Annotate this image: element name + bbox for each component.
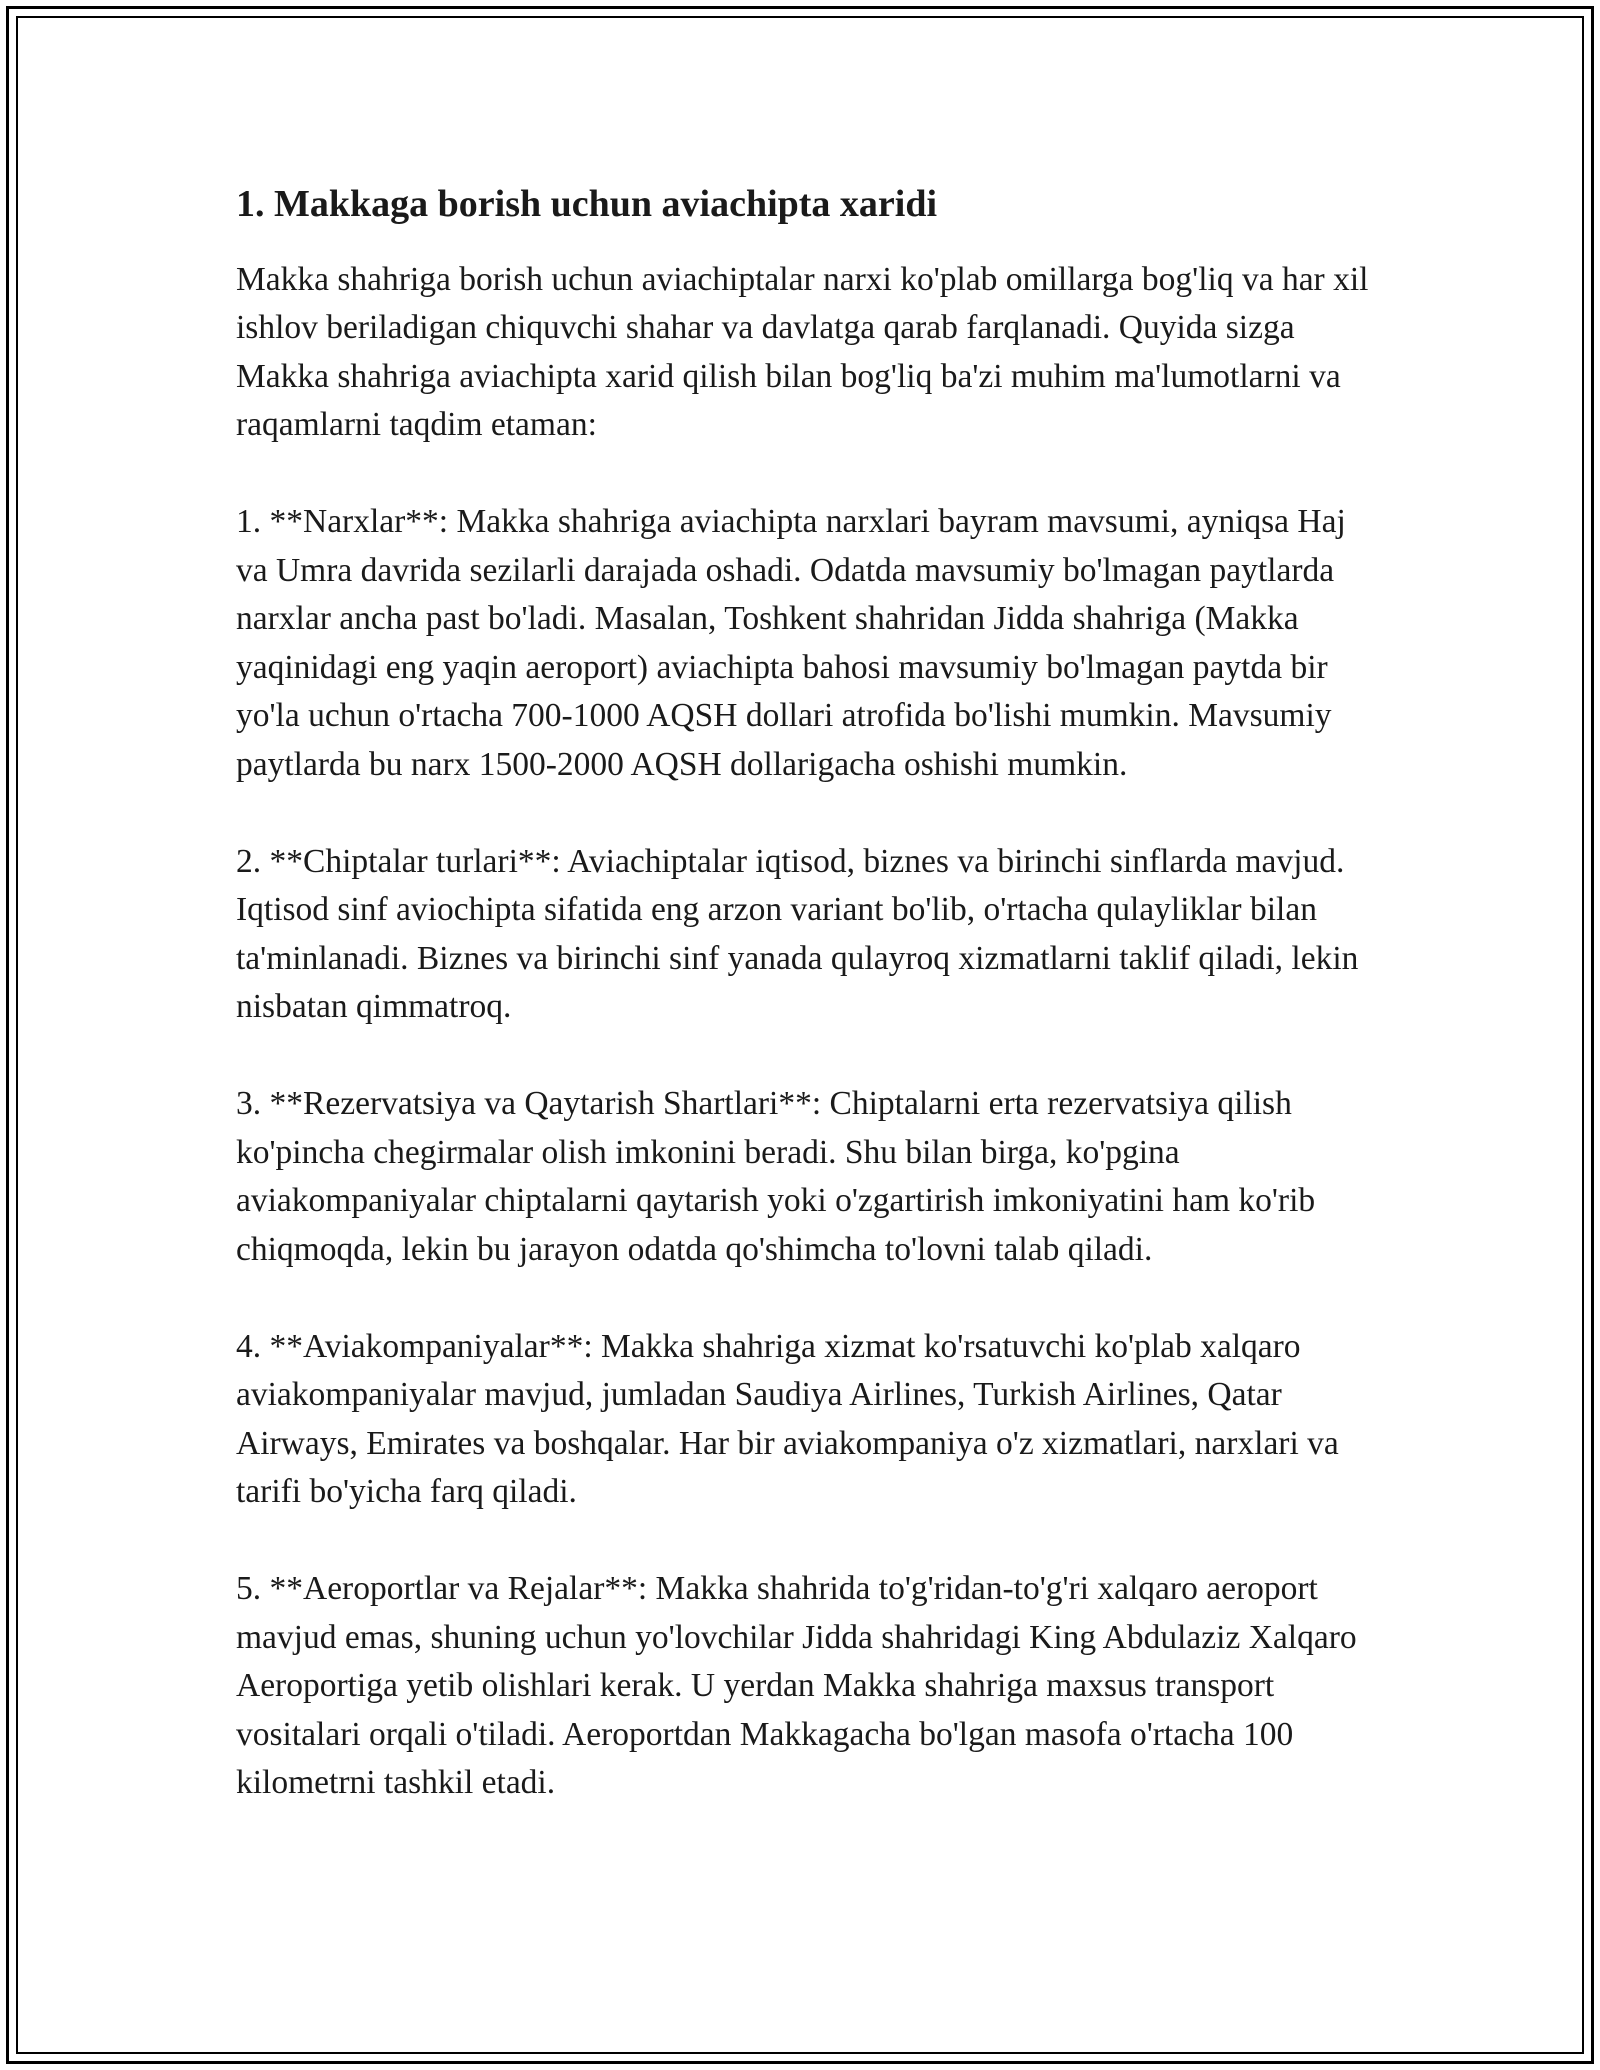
paragraph-prices: 1. **Narxlar**: Makka shahriga aviachipta narxlari bayram mavsumi, ayniqsa Haj va Umra davrida sezilarli darajada oshadi. Odatda mavsumiy bo'lmagan paytlarda narxlar ancha past bo'ladi. Masalan, Toshkent shahridan Jidda shahriga (Makka yaqinidagi eng yaqin aeroport) aviachipta bahosi mavsumiy bo'lmagan paytda bir yo'la uchun o'rtacha 700-1000 AQSH dollari atrofida bo'lishi mumkin. Mavsumiy paytlarda bu narx 1500-2000 AQSH dollarigacha oshishi mumkin. [236,503,1346,783]
paragraph-airlines: 4. **Aviakompaniyalar**: Makka shahriga xizmat ko'rsatuvchi ko'plab xalqaro aviakompaniyalar mavjud, jumladan Saudiya Airlines, Turkish Airlines, Qatar Airways, Emirates va boshqalar. Har bir aviakompaniya o'z xizmatlari, narxlari va tarifi bo'yicha farq qiladi. [236,1327,1339,1511]
paragraph-reservation: 3. **Rezervatsiya va Qaytarish Shartlari**: Chiptalarni erta rezervatsiya qilish ko'pincha chegirmalar olish imkonini beradi. Shu bilan birga, ko'pgina aviakompaniyalar chiptalarni qaytarish yoki o'zgartirish imkoniyatini ham ko'rib chiqmoqda, lekin bu jarayon odatda qo'shimcha to'lovni talab qiladi. [236,1085,1316,1268]
paragraph-airports: 5. **Aeroportlar va Rejalar**: Makka shahrida to'g'ridan-to'g'ri xalqaro aeroport mavjud emas, shuning uchun yo'lovchilar Jidda shahridagi King Abdulaziz Xalqaro Aeroportiga yetib olishlari kerak. U yerdan Makka shahriga maxsus transport vositalari orqali o'tiladi. Aeroportdan Makkagacha bo'lgan masofa o'rtacha 100 kilometrni tashkil etadi. [236,1570,1357,1802]
intro-paragraph: Makka shahriga borish uchun aviachiptalar narxi ko'plab omillarga bog'liq va har xil ishlov beriladigan chiquvchi shahar va davlatga qarab farqlanadi. Quyida sizga Makka shahriga aviachipta xarid qilish bilan bog'liq ba'zi muhim ma'lumotlarni va raqamlarni taqdim etaman: [236,260,1369,444]
document-title: 1. Makkaga borish uchun aviachipta xaridi [236,183,938,225]
paragraph-ticket-types: 2. **Chiptalar turlari**: Aviachiptalar iqtisod, biznes va birinchi sinflarda mavjud. Iqtisod sinf aviochipta sifatida eng arzon variant bo'lib, o'rtacha qulayliklar bilan ta'minlanadi. Biznes va birinchi sinf yanada qulayroq xizmatlarni taklif qiladi, lekin nisbatan qimmatroq. [236,842,1359,1026]
document-body [236,182,1376,1856]
